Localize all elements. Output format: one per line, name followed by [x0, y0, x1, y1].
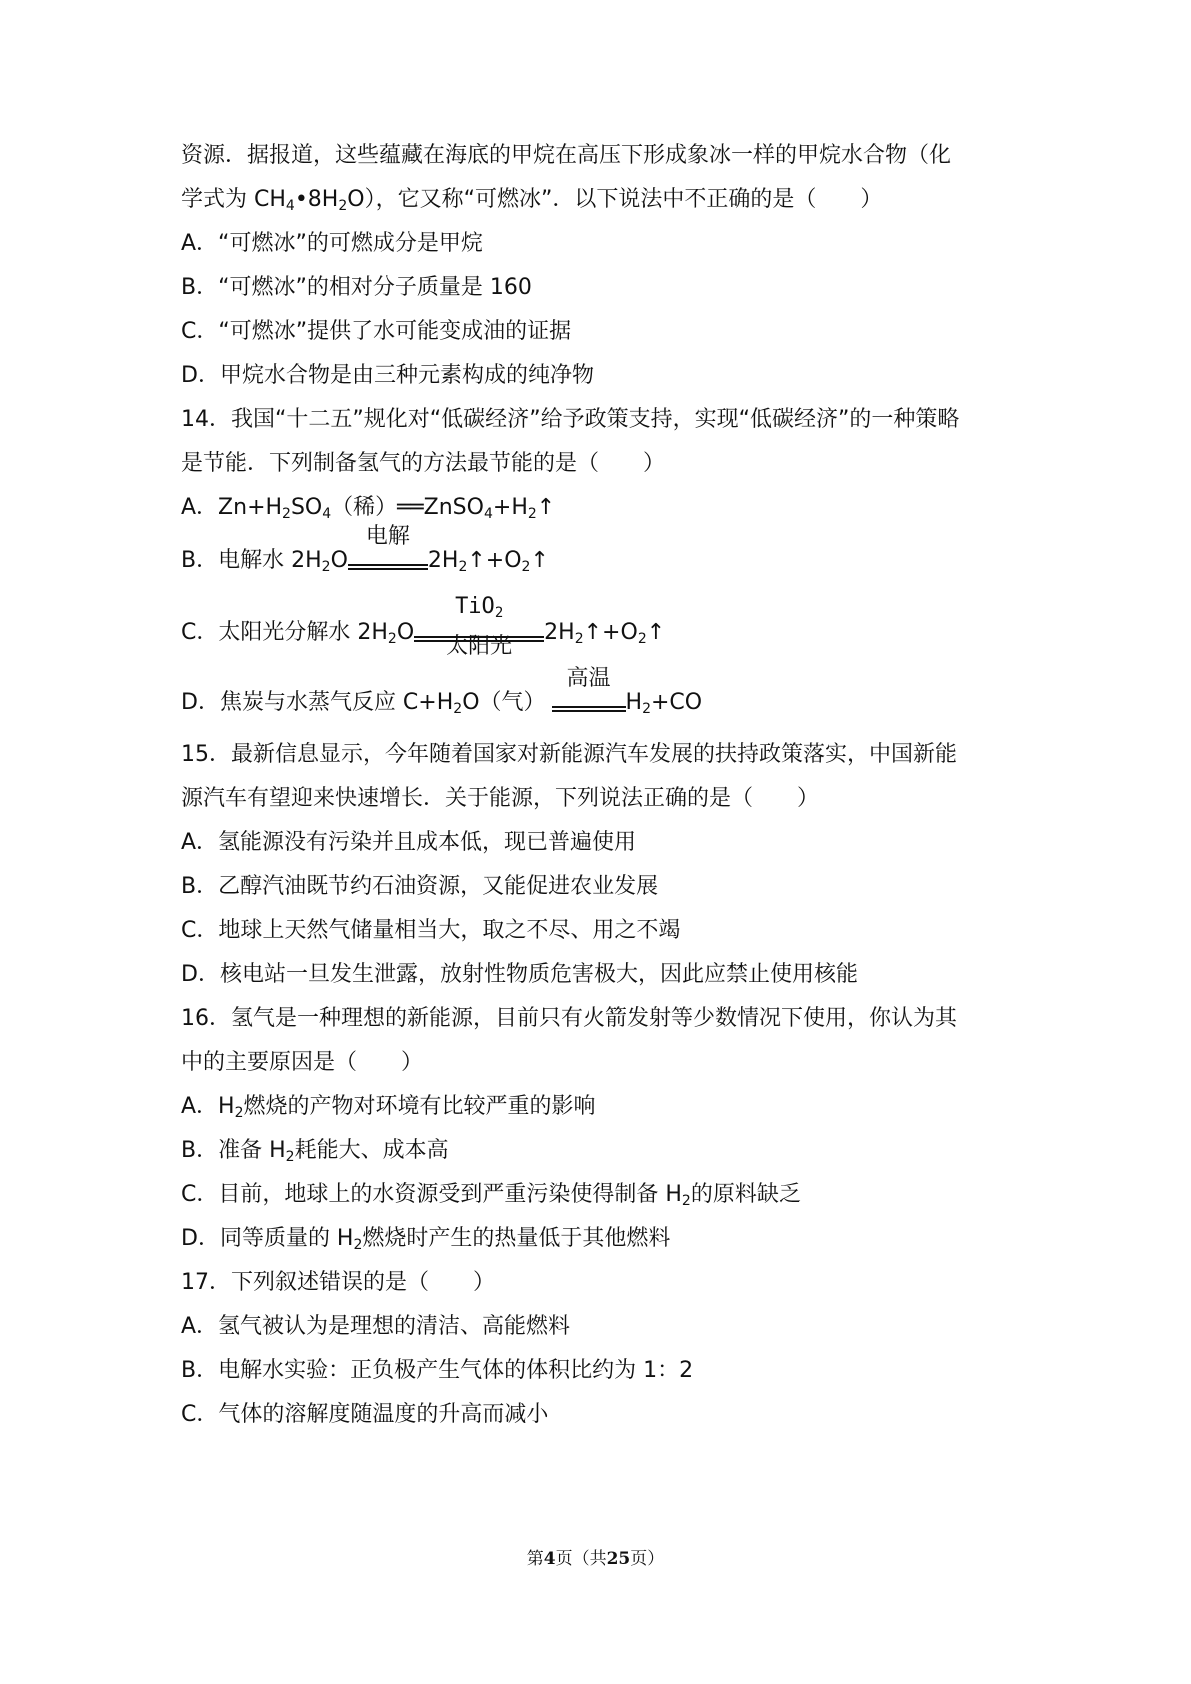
reaction-arrow	[414, 594, 544, 659]
q16-stem-line-2: 中的主要原因是（ ）	[181, 1050, 424, 1075]
q16-option-c: C．目前，地球上的水资源受到严重污染使得制备 $H_2$的原料缺乏	[181, 1182, 801, 1209]
reaction-arrow	[348, 524, 428, 570]
q13-option-c: C．“可燃冰”提供了水可能变成油的证据	[181, 319, 572, 344]
q15-option-d: D．核电站一旦发生泄露，放射性物质危害极大，因此应禁止使用核能	[181, 962, 858, 987]
q14-stem-line-1: 14．我国“十二五”规化对“低碳经济”给予政策支持，实现“低碳经济”的一种策略	[181, 407, 960, 432]
q14-option-c: C．太阳光分解水 $2H_2O$ TiO$_2$ 太阳光 $2H_2↑+O_2↑$	[181, 618, 665, 648]
q15-stem-line-2: 源汽车有望迎来快速增长．关于能源，下列说法正确的是（ ）	[181, 786, 820, 811]
reaction-condition: 电解	[365, 524, 410, 549]
q14-option-d: D．焦炭与水蒸气反应 $C+H_2O$（气） 高温 $H_2+CO$	[181, 666, 703, 717]
q14-stem-line-2: 是节能．下列制备氢气的方法最节能的是（ ）	[181, 451, 666, 476]
q13-option-a: A．“可燃冰”的可燃成分是甲烷	[181, 231, 483, 256]
q16-option-b: B．准备 $H_2$耗能大、成本高	[181, 1138, 449, 1165]
total-pages: 25	[606, 1549, 631, 1569]
q17-option-a: A．氢气被认为是理想的清洁、高能燃料	[181, 1314, 571, 1339]
q16-option-a: A．$H_2$燃烧的产物对环境有比较严重的影响	[181, 1094, 596, 1121]
current-page: 4	[543, 1549, 556, 1569]
q16-option-d: D．同等质量的 $H_2$燃烧时产生的热量低于其他燃料	[181, 1226, 671, 1253]
intro-line-2: 学式为 $CH_4•8H_2O$），它又称“可燃冰”．以下说法中不正确的是（ ）	[181, 187, 883, 214]
q17-stem: 17．下列叙述错误的是（ ）	[181, 1270, 495, 1295]
q15-option-b: B．乙醇汽油既节约石油资源，又能促进农业发展	[181, 874, 659, 899]
q13-option-d: D．甲烷水合物是由三种元素构成的纯净物	[181, 363, 594, 388]
intro-line-1: 资源．据报道，这些蕴藏在海底的甲烷在高压下形成象冰一样的甲烷水合物（化	[181, 143, 952, 168]
reaction-condition-bottom: 太阳光	[446, 634, 513, 659]
q15-option-a: A．氢能源没有污染并且成本低，现已普遍使用	[181, 830, 637, 855]
q16-stem-line-1: 16．氢气是一种理想的新能源，目前只有火箭发射等少数情况下使用，你认为其	[181, 1006, 957, 1031]
q15-stem-line-1: 15．最新信息显示，今年随着国家对新能源汽车发展的扶持政策落实，中国新能	[181, 742, 957, 767]
q17-option-b: B．电解水实验：正负极产生气体的体积比约为 1：2	[181, 1358, 694, 1383]
q17-option-c: C．气体的溶解度随温度的升高而减小	[181, 1402, 549, 1427]
reaction-arrow	[552, 666, 626, 712]
q15-option-c: C．地球上天然气储量相当大，取之不尽、用之不竭	[181, 918, 681, 943]
reaction-condition: 高温	[566, 666, 611, 691]
q13-option-b: B．“可燃冰”的相对分子质量是 160	[181, 275, 532, 300]
reaction-condition-top: TiO$_2$	[455, 594, 504, 621]
q14-option-a: A．$Zn+H_2SO_4$（稀）$══ZnSO_4+H_2↑$	[181, 495, 556, 522]
q14-option-b: B．电解水 $2H_2O$ 电解 $2H_2↑+O_2↑$	[181, 524, 549, 575]
page-footer: 第4页（共25页）	[526, 1549, 665, 1569]
